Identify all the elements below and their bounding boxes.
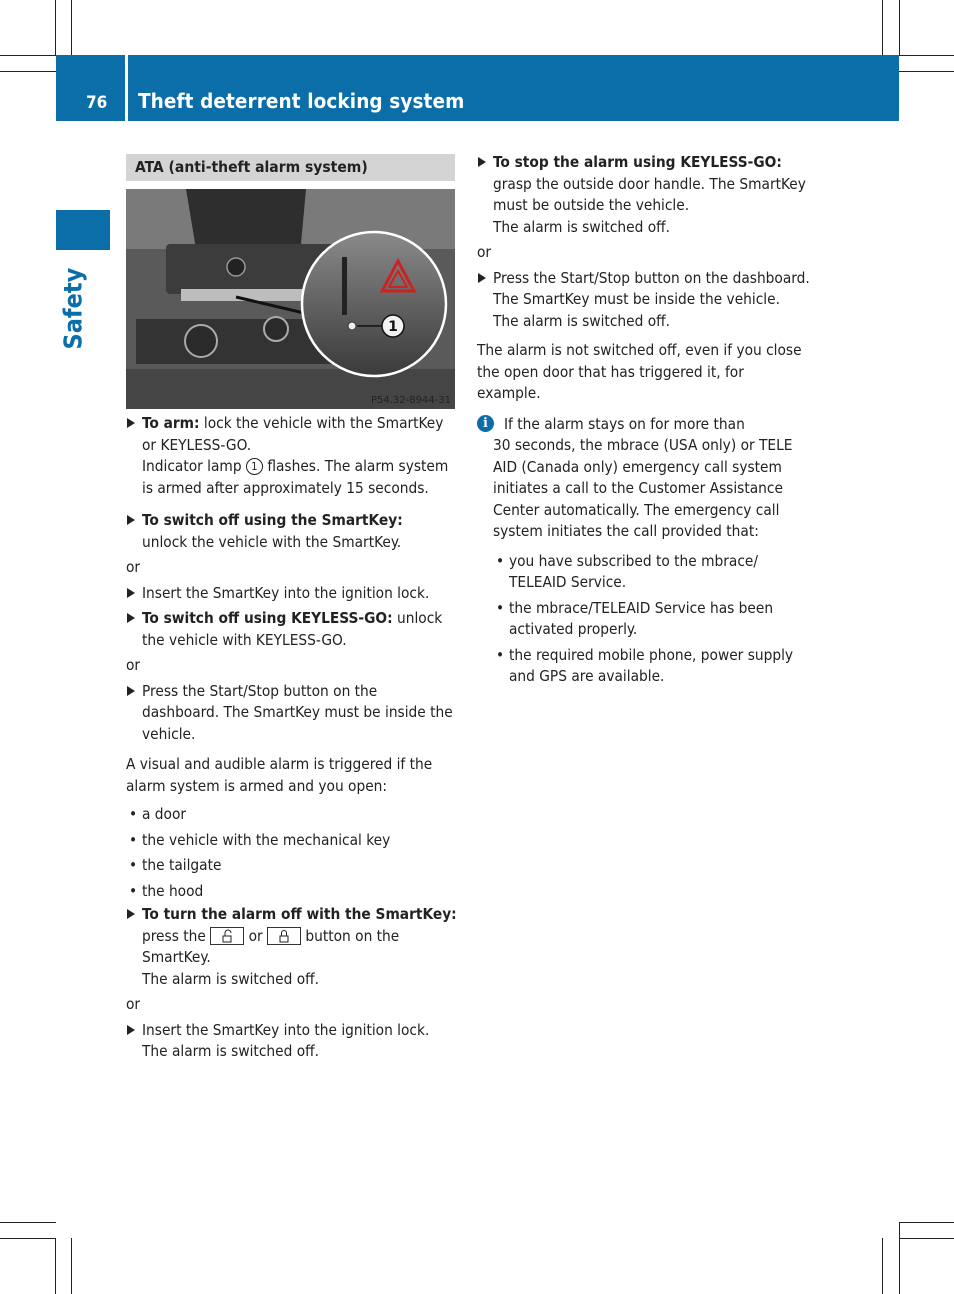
condition-list [477,551,810,688]
step-text: The alarm is switched off. [142,969,319,988]
crop-mark [0,1238,56,1239]
or-text: or [126,656,141,674]
step-label: To switch off using the SmartKey: [142,511,403,529]
step-text: button on the SmartKey. [142,926,400,966]
step-arrow-icon [478,273,486,283]
step-arrow-icon [127,686,135,696]
step-text: or [244,926,268,945]
step-turn-off-smartkey [126,904,458,990]
step-arrow-icon [127,613,135,623]
step-insert-key [126,583,458,605]
page-header [56,55,899,121]
list-item: • the required mobile phone, power supply and GPS are available. [493,645,810,688]
info-note [477,414,810,543]
step-label: To turn the alarm off with the SmartKey: [142,905,457,923]
crop-mark [0,71,56,72]
step-text: flashes. The alarm system is armed after approximately 15 seconds. [142,457,449,497]
step-press-start-stop [126,681,458,746]
list-item: • a door [126,804,458,826]
crop-mark [899,1222,900,1294]
list-item: • the vehicle with the mechanical key [126,830,458,852]
info-text: If the alarm stays on for more than [504,414,745,433]
side-tab-label: Safety [58,267,88,350]
crop-mark [899,1238,954,1239]
crop-mark [71,1238,72,1294]
page-number: 76 [86,93,108,113]
paragraph-visual-alarm: A visual and audible alarm is triggered if the alarm system is armed and you open: [126,755,433,795]
dashboard-figure [126,189,455,409]
step-text: grasp the outside door handle. The SmartKey must be outside the vehicle. [493,174,806,214]
or-text: or [477,243,492,261]
crop-mark [882,0,883,56]
step-arrow-icon [127,1025,135,1035]
step-arrow-icon [127,515,135,525]
step-label: To stop the alarm using KEYLESS-GO: [493,153,782,171]
crop-mark [55,1238,56,1294]
header-divider [125,55,128,121]
step-arrow-icon [127,418,135,428]
step-text: The alarm is switched off. [493,217,670,236]
section-title: ATA (anti-theft alarm system) [135,158,368,176]
lock-key-icon [267,927,301,945]
figure-callout: 1 [388,319,398,335]
side-tab-marker [56,210,110,250]
step-switch-off-smartkey [126,510,458,553]
step-text: The alarm is switched off. [142,1042,319,1060]
list-item: • you have subscribed to the mbrace/ TELEAID Service. [493,551,810,594]
callout-1-icon: 1 [246,458,263,475]
step-label: To arm: [142,414,200,432]
figure-code: P54.32-8944-31 [370,395,451,406]
or-text: or [126,995,141,1013]
step-arrow-icon [127,588,135,598]
list-item: • the tailgate [126,855,458,877]
step-stop-keylessgo [477,152,810,238]
crop-mark [899,71,954,72]
crop-mark [55,0,56,56]
or-text: or [126,558,141,576]
step-text: Press the Start/Stop button on the dashboard. The SmartKey must be inside the vehicle. [493,268,810,308]
info-icon: i [477,415,494,432]
dashboard-illustration [126,189,455,409]
step-text: Press the Start/Stop button on the dashboard. The SmartKey must be inside the vehicle. [142,681,453,743]
crop-mark [71,0,72,56]
step-text: lock the vehicle with the SmartKey or KEYLESS-GO. [142,414,444,454]
unlock-key-icon [210,927,244,945]
paragraph-not-switched-off: The alarm is not switched off, even if you close the open door that has triggered it, for example. [477,341,802,402]
step-text: Indicator lamp [142,457,246,475]
step-insert-key-2 [126,1020,458,1063]
step-arrow-icon [127,909,135,919]
crop-mark [899,0,900,56]
list-item: • the hood [126,881,458,903]
step-text: The alarm is switched off. [493,311,670,330]
step-text: unlock the vehicle with the SmartKey. [142,532,402,551]
step-switch-off-keylessgo [126,608,458,651]
info-text: 30 seconds, the mbrace (USA only) or TELE AID (Canada only) emergency call system initiates a call to the Customer Assistance Center automatically. The emergency call system initiates the call provided that: [493,436,793,540]
crop-mark [899,1222,954,1223]
page-title: Theft deterrent locking system [138,89,465,113]
crop-mark [0,55,56,56]
trigger-list [126,804,458,902]
step-arm [126,413,458,499]
step-press-start-stop [477,268,810,333]
step-text: unlock the vehicle with KEYLESS-GO. [142,609,443,649]
step-text: press the [142,926,211,945]
section-heading [126,154,455,181]
list-item: • the mbrace/TELEAID Service has been activated properly. [493,598,810,641]
step-arrow-icon [478,157,486,167]
crop-mark [899,55,954,56]
crop-mark [0,1222,56,1223]
step-label: To switch off using KEYLESS-GO: [142,609,393,627]
left-column [126,413,458,1063]
step-text: Insert the SmartKey into the ignition lock. [142,1020,430,1039]
step-text: Insert the SmartKey into the ignition lock. [142,583,430,602]
right-column [477,152,810,688]
crop-mark [882,1238,883,1294]
